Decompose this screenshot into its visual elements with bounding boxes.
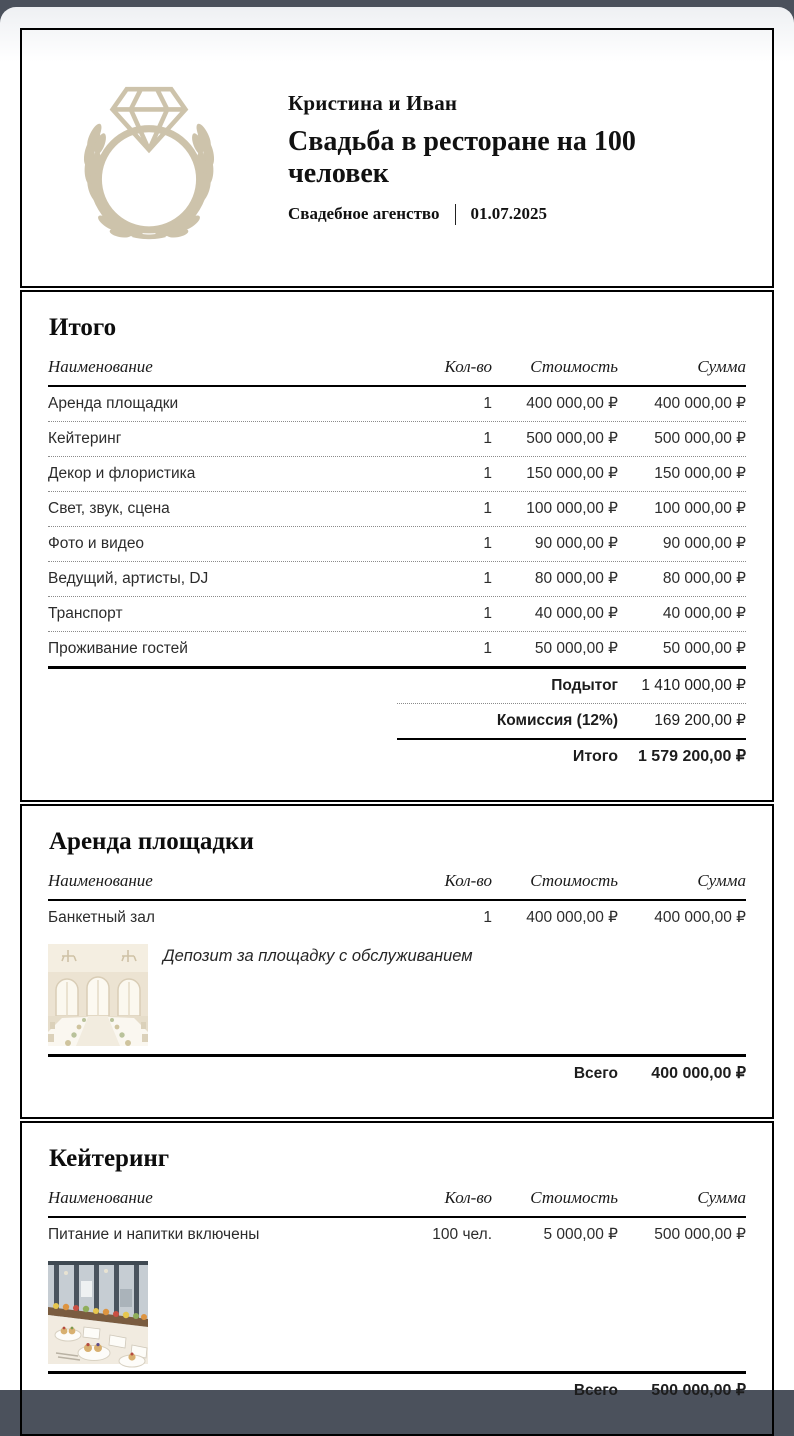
col-sum: Сумма xyxy=(697,357,746,376)
item-description: Депозит за площадку с обслуживанием xyxy=(163,947,473,965)
table-row: Ведущий, артисты, DJ 1 80 000,00 ₽ 80 000,00 ₽ xyxy=(48,562,746,597)
section-total-label: Всего xyxy=(573,1382,618,1399)
col-qty: Кол-во xyxy=(444,357,492,376)
wedding-ring-laurel-logo xyxy=(68,75,230,241)
grand-total-row xyxy=(48,740,746,774)
subtotal-value: 1 410 000,00 ₽ xyxy=(641,677,746,694)
subtotal-row xyxy=(48,669,746,703)
table-row: Кейтеринг 1 500 000,00 ₽ 500 000,00 ₽ xyxy=(48,422,746,457)
header-section xyxy=(20,28,774,288)
document-date: 01.07.2025 xyxy=(470,204,547,224)
venue-section xyxy=(20,804,774,1119)
section-total-label: Всего xyxy=(573,1065,618,1082)
table-row: Фото и видео 1 90 000,00 ₽ 90 000,00 ₽ xyxy=(48,527,746,562)
item-detail xyxy=(48,1261,746,1363)
table-row: Декор и флористика 1 150 000,00 ₽ 150 000,00 ₽ xyxy=(48,457,746,492)
commission-label: Комиссия (12%) xyxy=(496,712,618,729)
col-price: Стоимость xyxy=(530,357,618,376)
section-title: Кейтеринг xyxy=(49,1145,170,1172)
document-title: Свадьба в ресторане на 100 человек xyxy=(288,126,636,189)
catering-photo xyxy=(48,1261,148,1363)
document-page xyxy=(0,7,794,1399)
table-header: Наименование Кол-во Стоимость Сумма xyxy=(48,1186,746,1218)
subtitle-divider xyxy=(455,204,456,225)
table-header: Наименование Кол-во Стоимость Сумма xyxy=(48,869,746,901)
section-total-row xyxy=(48,1057,746,1091)
table-row: Питание и напитки включены 100 чел. 5 000,00 ₽ 500 000,00 ₽ xyxy=(48,1226,746,1243)
commission-row xyxy=(48,704,746,738)
table-row: Транспорт 1 40 000,00 ₽ 40 000,00 ₽ xyxy=(48,597,746,632)
document-subtitle xyxy=(288,204,708,225)
summary-title: Итого xyxy=(49,314,117,341)
grand-total-value: 1 579 200,00 ₽ xyxy=(637,748,746,765)
grand-total-label: Итого xyxy=(572,748,618,765)
table-header xyxy=(48,355,746,387)
summary-section xyxy=(20,290,774,802)
section-total-value: 400 000,00 ₽ xyxy=(651,1065,746,1082)
catering-section xyxy=(20,1121,774,1436)
clients-names: Кристина и Иван xyxy=(288,91,458,116)
commission-value: 169 200,00 ₽ xyxy=(654,712,746,729)
table-row: Банкетный зал 1 400 000,00 ₽ 400 000,00 ₽ xyxy=(48,909,746,926)
col-name: Наименование xyxy=(48,357,153,376)
section-total-row xyxy=(48,1374,746,1408)
section-title: Аренда площадки xyxy=(49,828,254,855)
section-total-value: 500 000,00 ₽ xyxy=(651,1382,746,1399)
subtotal-label: Подытог xyxy=(551,677,618,694)
table-row: Аренда площадки 1 400 000,00 ₽ 400 000,00 ₽ xyxy=(48,387,746,422)
banquet-hall-photo xyxy=(48,944,148,1046)
table-row: Проживание гостей 1 50 000,00 ₽ 50 000,00 ₽ xyxy=(48,640,746,657)
item-detail xyxy=(48,944,746,1046)
table-row: Свет, звук, сцена 1 100 000,00 ₽ 100 000,00 ₽ xyxy=(48,492,746,527)
agency-name: Свадебное агенство xyxy=(288,204,440,224)
